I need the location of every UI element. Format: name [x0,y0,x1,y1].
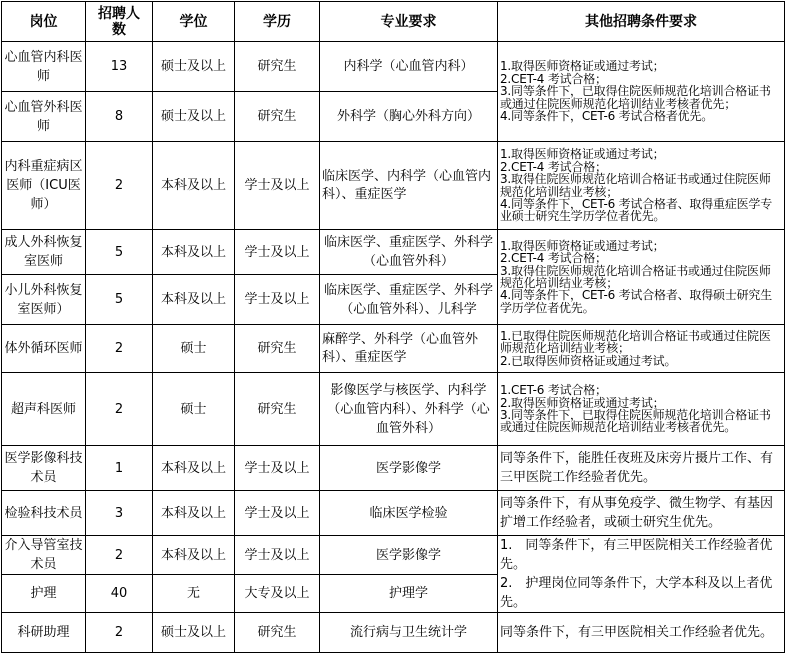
table-row [2,325,785,373]
cell-major: 临床医学、重症医学、外科学（心血管外科） [320,230,498,275]
condition-line: 1.取得医师资格证或通过考试； [500,147,665,162]
cell-conditions-cardio [498,42,785,142]
recruitment-table [1,1,785,653]
cell-position: 超声科医师 [2,373,86,446]
cell-degree: 本科及以上 [153,536,235,575]
cell-position: 体外循环医师 [2,325,86,373]
cell-position: 成人外科恢复室医师 [2,230,86,275]
cell-position: 小儿外科恢复室医师） [2,275,86,325]
cell-education: 学士及以上 [235,446,320,491]
cell-major: 医学影像学 [320,446,498,491]
table-row [2,142,785,230]
table-row [2,536,785,575]
cell-conditions-ultrasound [498,373,785,446]
cell-education: 研究生 [235,325,320,373]
cell-education: 研究生 [235,42,320,92]
cell-conditions-imaging: 同等条件下，能胜任夜班及床旁片摄片工作、有三甲医院工作经验者优先。 [498,446,785,491]
cell-count: 13 [86,42,153,92]
cell-position: 内科重症病区医师（ICU医师） [2,142,86,230]
condition-line: 2. 护理岗位同等条件下，大学本科及以上者优先。 [500,576,773,610]
header-position: 岗位 [2,2,86,42]
cell-count: 2 [86,142,153,230]
cell-position: 科研助理 [2,613,86,653]
cell-education: 学士及以上 [235,275,320,325]
condition-line: 1.CET-6 考试合格； [500,383,607,398]
cell-degree: 本科及以上 [153,491,235,536]
condition-line: 3.同等条件下，已取得住院医师规范化培训合格证书或通过住院医师规范化培训结业考核者优先。 [500,408,771,435]
condition-line: 1.已取得住院医师规范化培训合格证书或通过住院医师规范化培训结业考核； [500,328,771,356]
cell-degree: 本科及以上 [153,142,235,230]
condition-line: 1.取得医师资格证或通过考试； [500,59,665,74]
cell-conditions-recovery [498,230,785,325]
condition-line: 3.取得住院医师规范化培训合格证书或通过住院医师规范化培训结业考核； [500,172,771,199]
cell-conditions-lab: 同等条件下，有从事免疫学、微生物学、有基因扩增工作经验者，或硕士研究生优先。 [498,491,785,536]
table-row [2,491,785,536]
table-row [2,613,785,653]
cell-degree: 本科及以上 [153,446,235,491]
header-degree: 学位 [153,2,235,42]
cell-conditions-perfusion [498,325,785,373]
cell-major: 临床医学、重症医学、外科学（心血管外科）、儿科学 [320,275,498,325]
cell-major: 医学影像学 [320,536,498,575]
condition-line: 1.取得医师资格证或通过考试； [500,238,665,253]
cell-major: 流行病与卫生统计学 [320,613,498,653]
cell-position: 护理 [2,575,86,613]
cell-position: 医学影像科技术员 [2,446,86,491]
header-other: 其他招聘条件要求 [498,2,785,42]
cell-degree: 硕士及以上 [153,42,235,92]
condition-line: 2.取得医师资格证或通过考试； [500,395,665,410]
header-count: 招聘人数 [86,2,153,42]
cell-degree: 硕士及以上 [153,613,235,653]
cell-count: 2 [86,613,153,653]
cell-count: 2 [86,325,153,373]
cell-major: 内科学（心血管内科） [320,42,498,92]
cell-education: 学士及以上 [235,491,320,536]
condition-line: 3.取得住院医师规范化培训合格证书或通过住院医师规范化培训结业考核； [500,263,771,290]
cell-count: 40 [86,575,153,613]
cell-major: 临床医学检验 [320,491,498,536]
cell-degree: 硕士 [153,325,235,373]
cell-conditions-icu [498,142,785,230]
condition-line: 4.同等条件下，CET-6 考试合格者优先。 [500,109,714,124]
table-row [2,42,785,92]
cell-education: 大专及以上 [235,575,320,613]
cell-major: 影像医学与核医学、内科学（心血管内科）、外科学（心血管外科） [320,373,498,446]
cell-count: 1 [86,446,153,491]
table-row [2,230,785,275]
cell-degree: 无 [153,575,235,613]
cell-major: 临床医学、内科学（心血管内科）、重症医学 [320,142,498,230]
cell-education: 学士及以上 [235,230,320,275]
cell-count: 8 [86,92,153,142]
cell-education: 研究生 [235,92,320,142]
condition-line: 2.CET-4 考试合格； [500,159,607,174]
cell-education: 学士及以上 [235,142,320,230]
condition-line: 4.同等条件下，CET-6 考试合格者、取得硕士研究生学历学位者优先。 [500,288,773,315]
condition-line: 2.CET-4 考试合格； [500,251,607,266]
condition-line: 2.CET-4 考试合格； [500,71,607,86]
cell-degree: 本科及以上 [153,275,235,325]
cell-degree: 本科及以上 [153,230,235,275]
header-major: 专业要求 [320,2,498,42]
cell-degree: 硕士及以上 [153,92,235,142]
cell-count: 2 [86,536,153,575]
cell-education: 学士及以上 [235,536,320,575]
cell-count: 5 [86,230,153,275]
condition-line: 2.已取得医师资格证或通过考试。 [500,353,677,368]
cell-position: 检验科技术员 [2,491,86,536]
cell-major: 麻醉学、外科学（心血管外科）、重症医学 [320,325,498,373]
cell-conditions-research: 同等条件下，有三甲医院相关工作经验者优先。 [498,613,785,653]
cell-count: 5 [86,275,153,325]
cell-position: 介入导管室技术员 [2,536,86,575]
header-education: 学历 [235,2,320,42]
cell-count: 2 [86,373,153,446]
cell-conditions-cath-nursing [498,536,785,613]
cell-education: 研究生 [235,373,320,446]
condition-line: 4.同等条件下，CET-6 考试合格者、取得重症医学专业硕士研究生学历学位者优先。 [500,196,773,224]
table-header-row [2,2,785,42]
cell-position: 心血管内科医师 [2,42,86,92]
table-row [2,373,785,446]
cell-education: 研究生 [235,613,320,653]
condition-line: 3.同等条件下，已取得住院医师规范化培训合格证书或通过住院医师规范化培训结业考核者优先； [500,84,771,111]
condition-line: 1. 同等条件下，有三甲医院相关工作经验者优先。 [500,538,773,572]
cell-position: 心血管外科医师 [2,92,86,142]
table-row [2,446,785,491]
cell-major: 外科学（胸心外科方向） [320,92,498,142]
cell-count: 3 [86,491,153,536]
cell-major: 护理学 [320,575,498,613]
cell-degree: 硕士 [153,373,235,446]
